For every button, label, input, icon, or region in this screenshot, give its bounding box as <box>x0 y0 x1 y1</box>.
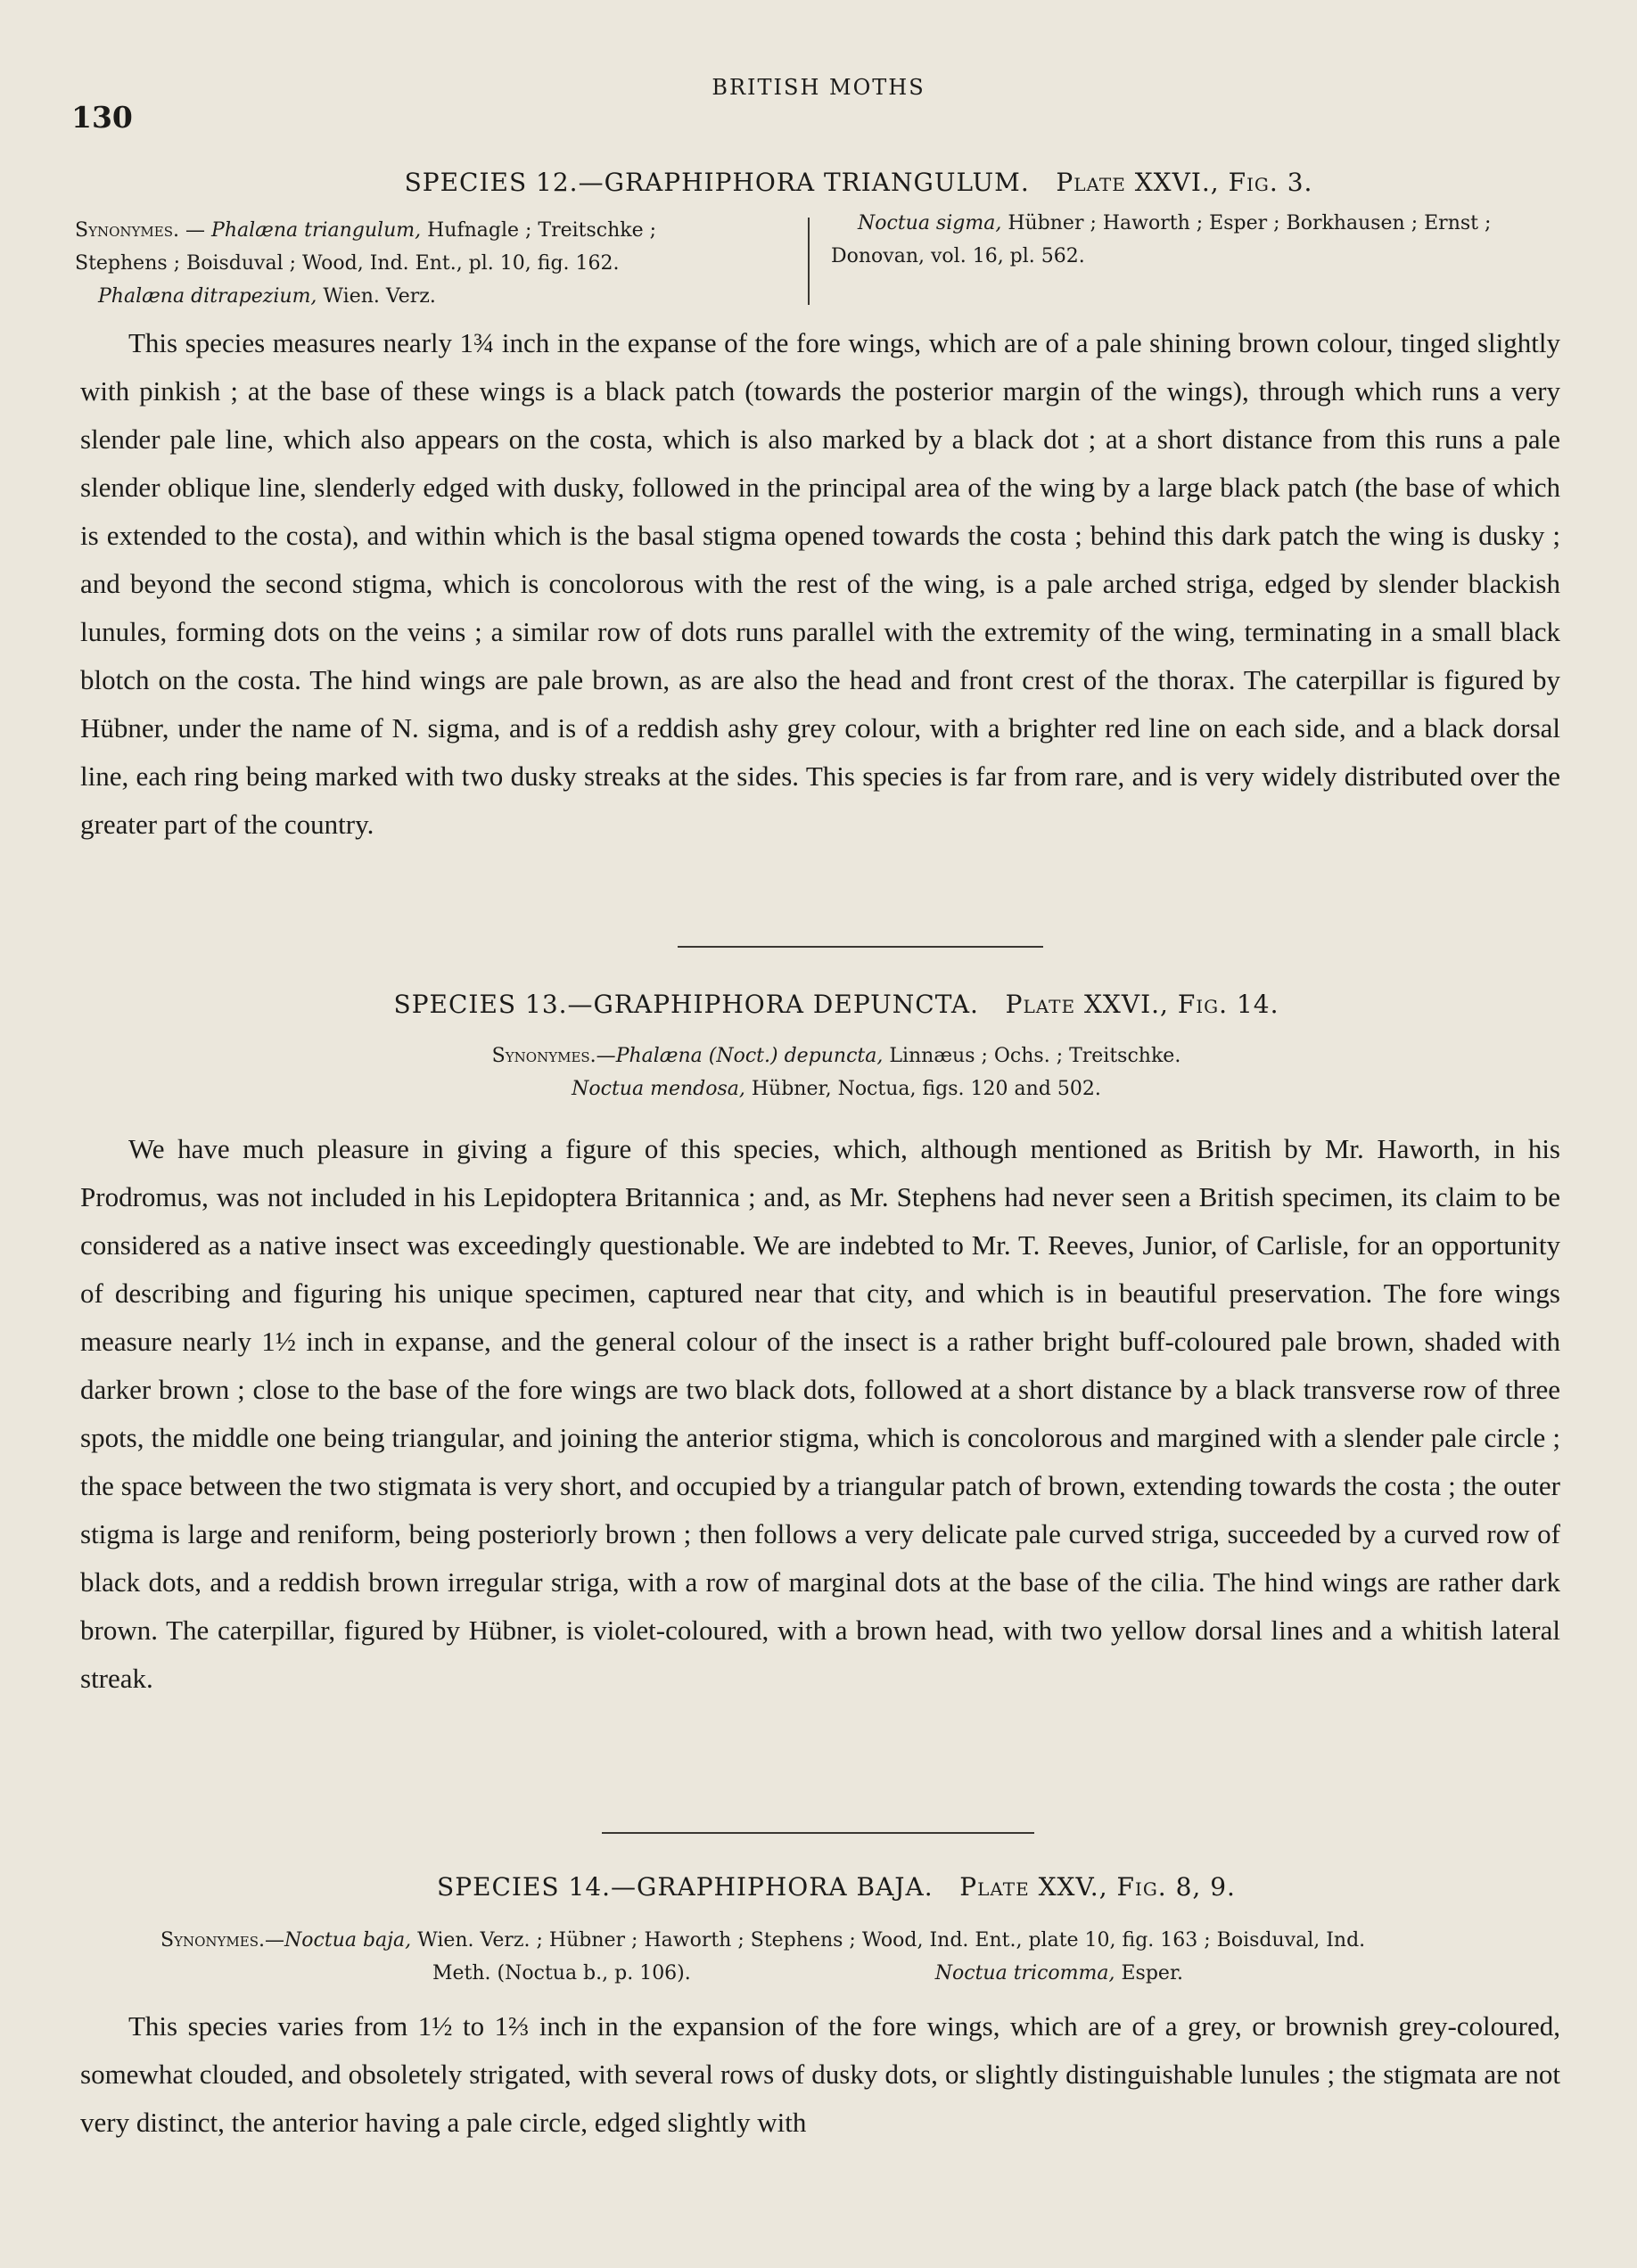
species-14-plate: Plate XXV., Fig. 8, 9. <box>959 1872 1236 1902</box>
synonym-name: Noctua mendosa, <box>572 1078 745 1100</box>
species-13-title: SPECIES 13.—GRAPHIPHORA DEPUNCTA. <box>393 990 979 1019</box>
species-14-description: This species varies from 1½ to 1⅔ inch in the expansion of the fore wings, which are of a grey, or brownish grey-coloured, somewhat clouded, and obsoletely strigated, with several rows of dusky dots, or slightly distinguishable lunules ; the stigmata are not very distinct, the anterior having a pale circle, edged slightly with <box>80 2010 1560 2138</box>
species-12-title: SPECIES 12.—GRAPHIPHORA TRIANGULUM. <box>404 168 1030 197</box>
synonyms-line-1: Synonymes. — Phalæna triangulum, Hufnagle ; Treitschke ; <box>75 219 657 242</box>
section-divider <box>602 1832 1034 1834</box>
species-13-heading <box>0 990 1637 1019</box>
synonym-authors: Wien. Verz. <box>317 285 436 308</box>
synonym-reference: Meth. (Noctua b., p. 106). <box>432 1962 691 1984</box>
synonyms-line-1 <box>831 207 1562 240</box>
species-13-description: We have much pleasure in giving a figure of this species, which, although mentioned as British by Mr. Haworth, in his Prodromus, was not included in his Lepidoptera Britannica ; and, as Mr. Stephens had never seen a British specimen, its claim to be considered as a native insect was exceedingly questionable. We are indebted to Mr. T. Reeves, Junior, of Carlisle, for an opportunity of describing and figuring his unique specimen, captured near that city, and which is in beautiful preservation. The fore wings measure nearly 1½ inch in expanse, and the general colour of the insect is a rather bright buff-coloured pale brown, shaded with darker brown ; close to the base of the fore wings are two black dots, followed at a short distance by a black transverse row of three spots, the middle one being triangular, and joining the anterior stigma, which is concolorous and margined with a slender pale circle ; the space between the two stigmata is very short, and occupied by a triangular patch of brown, extending towards the costa ; the outer stigma is large and reniform, being posteriorly brown ; then follows a very delicate pale curved striga, succeeded by a curved row of black dots, and a reddish brown irregular striga, with a row of marginal dots at the base of the cilia. The hind wings are rather dark brown. The caterpillar, figured by Hübner, is violet-coloured, with a brown head, with two yellow dorsal lines and a whitish lateral streak. <box>80 1133 1560 1694</box>
synonyms-label: Synonymes.— <box>160 1929 285 1952</box>
species-12-description: This species measures nearly 1¾ inch in the expanse of the fore wings, which are of a pale shining brown colour, tinged slightly with pinkish ; at the base of these wings is a black patch (towards the posterior margin of the wings), through which runs a very slender pale line, which also appears on the costa, which is also marked by a black dot ; at a short distance from this runs a pale slender oblique line, slenderly edged with dusky, followed in the principal area of the wing by a large black patch (the base of which is extended to the costa), and within which is the basal stigma opened towards the costa ; behind this dark patch the wing is dusky ; and beyond the second stigma, which is concolorous with the rest of the wing, is a pale arched striga, edged by slender blackish lunules, forming dots on the veins ; a similar row of dots runs parallel with the extremity of the wing, terminating in a small black blotch on the costa. The hind wings are pale brown, as are also the head and front crest of the thorax. The caterpillar is figured by Hübner, under the name of N. sigma, and is of a reddish ashy grey colour, with a brighter red line on each side, and a black dorsal line, each ring being marked with two dusky streaks at the sides. This species is far from rare, and is very widely distributed over the greater part of the country. <box>80 327 1560 840</box>
synonym-name: Noctua baja, <box>284 1929 412 1952</box>
synonyms-label: Synonymes. <box>75 219 180 242</box>
synonym-authors: Hufnagle ; Treitschke ; <box>421 219 657 242</box>
synonym-name: Noctua sigma, <box>858 212 1002 234</box>
species-13-synonyms <box>0 1040 1637 1105</box>
synonyms-line-2 <box>160 1957 1516 1990</box>
synonyms-divider <box>808 218 810 305</box>
species-12-plate: Plate XXVI., Fig. 3. <box>1056 168 1313 197</box>
synonyms-line-2: Donovan, vol. 16, pl. 562. <box>831 245 1085 267</box>
section-divider <box>678 946 1043 948</box>
species-14-title: SPECIES 14.—GRAPHIPHORA BAJA. <box>437 1872 934 1902</box>
species-14-synonyms <box>160 1924 1516 1990</box>
synonym-authors: Hübner ; Haworth ; Esper ; Borkhausen ; Ernst ; <box>1001 212 1492 234</box>
species-12-synonyms-right <box>831 207 1562 273</box>
synonyms-label: Synonymes.— <box>491 1045 616 1067</box>
species-14-heading <box>0 1872 1637 1902</box>
synonyms-line-2 <box>36 1072 1637 1105</box>
synonym-authors: Esper. <box>1115 1962 1184 1984</box>
synonym-name: Phalæna ditrapezium, <box>98 285 317 308</box>
synonyms-line-1 <box>160 1924 1516 1957</box>
species-12-synonyms-left <box>75 214 788 313</box>
page-number: 130 <box>71 100 133 135</box>
synonym-name: Noctua tricomma, <box>934 1962 1115 1984</box>
synonyms-line-2: Stephens ; Boisduval ; Wood, Ind. Ent., pl. 10, fig. 162. <box>75 252 620 275</box>
synonyms-line-3 <box>75 280 788 313</box>
running-title: BRITISH MOTHS <box>712 75 925 100</box>
synonym-authors: Linnæus ; Ochs. ; Treitschke. <box>883 1045 1181 1067</box>
species-13-plate: Plate XXVI., Fig. 14. <box>1005 990 1279 1019</box>
synonym-name: Phalæna triangulum, <box>211 219 422 242</box>
synonyms-line-1 <box>36 1040 1637 1072</box>
species-12-heading <box>0 168 1637 197</box>
synonym-name: Phalæna (Noct.) depuncta, <box>615 1045 884 1067</box>
synonym-authors: Wien. Verz. ; Hübner ; Haworth ; Stephens ; Wood, Ind. Ent., plate 10, fig. 163 ; Boisduval, Ind. <box>411 1929 1366 1952</box>
synonym-authors: Hübner, Noctua, figs. 120 and 502. <box>744 1078 1101 1100</box>
